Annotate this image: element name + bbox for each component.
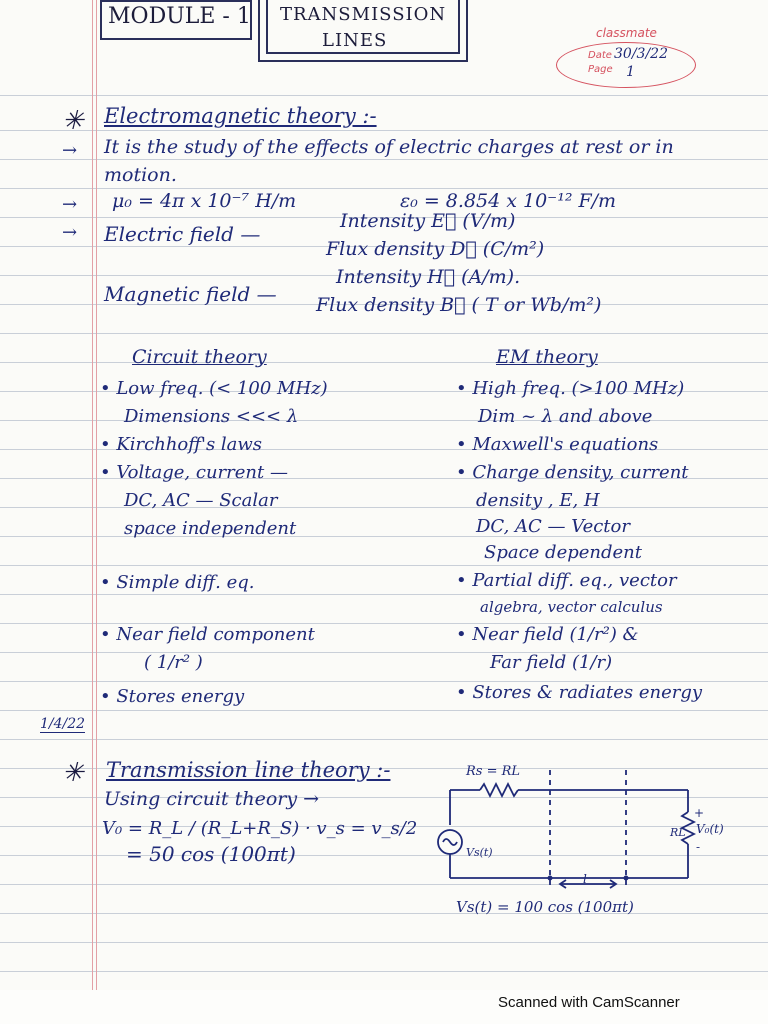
em-theory-heading: EM theory xyxy=(496,346,598,368)
eps0-equation: ε₀ = 8.854 x 10⁻¹² F/m xyxy=(400,190,617,212)
tl-line-1: Using circuit theory → xyxy=(104,788,320,810)
mu0-equation: μ₀ = 4π x 10⁻⁷ H/m xyxy=(112,190,297,212)
star-bullet: ✳ xyxy=(62,758,84,788)
em-item: Far field (1/r) xyxy=(490,652,613,673)
arrow-icon: → xyxy=(62,140,78,161)
em-item: • Charge density, current xyxy=(456,462,689,483)
margin-line xyxy=(96,0,97,990)
m-intensity: Intensity H⃗ (A/m). xyxy=(336,266,521,288)
minus-label: - xyxy=(696,840,701,854)
circuit-item: DC, AC — Scalar xyxy=(124,490,278,511)
definition-line-2: motion. xyxy=(104,164,177,186)
em-item: algebra, vector calculus xyxy=(480,598,663,616)
em-item: Space dependent xyxy=(484,542,642,563)
section-heading-tl: Transmission line theory :- xyxy=(106,758,391,782)
rule-line xyxy=(0,942,768,943)
arrow-icon: → xyxy=(62,194,78,215)
source-equation: Vs(t) = 100 cos (100πt) xyxy=(456,898,634,916)
em-item: • Maxwell's equations xyxy=(456,434,659,455)
e-flux-density: Flux density D⃗ (C/m²) xyxy=(326,238,545,260)
scanner-watermark: Scanned with CamScanner xyxy=(498,994,680,1011)
circuit-item: • Voltage, current — xyxy=(100,462,288,483)
section-heading-em: Electromagnetic theory :- xyxy=(104,104,377,128)
title-line-1: TRANSMISSION xyxy=(280,4,447,25)
title-line-2: LINES xyxy=(322,30,388,51)
em-item: • Near field (1/r²) & xyxy=(456,624,639,645)
page-label: Page xyxy=(588,64,613,75)
tl-equation-2: = 50 cos (100πt) xyxy=(126,842,296,866)
margin-line xyxy=(92,0,93,990)
rs-label: Rs = RL xyxy=(466,764,521,779)
m-flux-density: Flux density B⃗ ( T or Wb/m²) xyxy=(316,294,602,316)
date-value: 30/3/22 xyxy=(614,46,668,62)
rule-line xyxy=(0,594,768,595)
rule-line xyxy=(0,130,768,131)
vs-label: Vs(t) xyxy=(466,846,493,859)
circuit-item: ( 1/r² ) xyxy=(144,652,203,673)
em-item: DC, AC — Vector xyxy=(476,516,630,537)
rule-line xyxy=(0,739,768,740)
rule-line xyxy=(0,333,768,334)
length-label: l xyxy=(583,872,587,886)
date-label: Date xyxy=(588,50,612,61)
arrow-icon: → xyxy=(62,222,78,243)
rule-line xyxy=(0,188,768,189)
em-item: density , E, H xyxy=(476,490,600,511)
rule-line xyxy=(0,507,768,508)
rule-line xyxy=(0,652,768,653)
circuit-item: • Near field component xyxy=(100,624,315,645)
em-item: • High freq. (>100 MHz) xyxy=(456,378,685,399)
rule-line xyxy=(0,159,768,160)
rl-label: RL xyxy=(670,826,686,839)
rule-line xyxy=(0,971,768,972)
rule-line xyxy=(0,420,768,421)
circuit-item: • Simple diff. eq. xyxy=(100,572,255,593)
circuit-item: Dimensions <<< λ xyxy=(124,406,299,427)
brand-label: classmate xyxy=(596,26,657,40)
circuit-theory-heading: Circuit theory xyxy=(132,346,267,368)
circuit-item: • Low freq. (< 100 MHz) xyxy=(100,378,328,399)
electric-field-label: Electric field — xyxy=(104,222,261,246)
rule-line xyxy=(0,95,768,96)
em-item: • Partial diff. eq., vector xyxy=(456,570,677,591)
plus-label: + xyxy=(694,806,705,820)
rule-line xyxy=(0,710,768,711)
rule-line xyxy=(0,362,768,363)
star-bullet: ✳ xyxy=(62,106,84,136)
page-value: 1 xyxy=(626,64,635,80)
module-label: MODULE - 1 xyxy=(108,4,251,29)
tl-equation-1: V₀ = R_L / (R_L+R_S) · v_s = v_s/2 xyxy=(102,818,418,839)
rule-line xyxy=(0,565,768,566)
date-note: 1/4/22 xyxy=(40,716,86,732)
circuit-item: space independent xyxy=(124,518,297,539)
vo-label: V₀(t) xyxy=(696,822,724,836)
em-item: Dim ~ λ and above xyxy=(478,406,653,427)
magnetic-field-label: Magnetic field — xyxy=(104,282,277,306)
rule-line xyxy=(0,536,768,537)
circuit-item: • Stores energy xyxy=(100,686,245,707)
definition-line-1: It is the study of the effects of electric charges at rest or in xyxy=(104,136,674,158)
circuit-item: • Kirchhoff's laws xyxy=(100,434,263,455)
e-intensity: Intensity E⃗ (V/m) xyxy=(340,210,516,232)
em-item: • Stores & radiates energy xyxy=(456,682,703,703)
